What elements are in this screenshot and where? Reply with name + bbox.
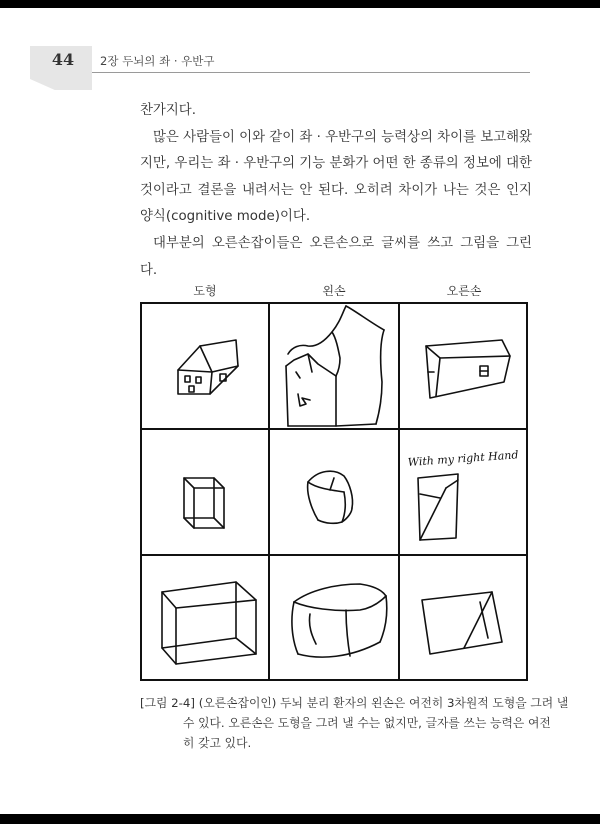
caption-line-1: (오른손잡이인) 두뇌 분리 환자의 왼손은 여전히 3차원적 도형을 그려 낼 xyxy=(198,696,569,710)
left-hand-box-drawing xyxy=(292,584,387,657)
paragraph: 많은 사람들이 이와 같이 좌 · 우반구의 능력상의 차이를 보고해왔지만, 우리는 좌 · 우반구의 기능 분화가 어떤 한 종류의 정보에 대한 것이라고 결론을 내려서는 안 된다. 오히려 차이가 나는 것은 인지 양식(cognitive mode)이다. xyxy=(140,129,532,225)
column-label-shape: 도형 xyxy=(193,284,217,298)
running-title: 2장 두뇌의 좌 · 우반구 xyxy=(100,54,215,68)
caption-line-2: 수 있다. 오른손은 도형을 그려 낼 수는 없지만, 글자를 쓰는 능력은 여전 xyxy=(183,716,551,730)
left-hand-house-drawing xyxy=(286,306,384,426)
header-rule xyxy=(92,72,530,73)
caption-line-3: 히 갖고 있다. xyxy=(183,736,252,750)
cube-model-drawing xyxy=(184,478,224,528)
paragraph: 대부분의 오른손잡이들은 오른손으로 글씨를 쓰고 그림을 그린다. xyxy=(140,235,532,278)
grid-lines xyxy=(141,303,527,680)
right-hand-house-drawing xyxy=(426,340,510,398)
paragraph: 찬가지다. xyxy=(140,103,196,118)
box-model-drawing xyxy=(162,582,256,664)
bottom-border xyxy=(0,814,600,824)
handwriting-text: With my right Hand xyxy=(407,448,519,469)
house-model-drawing xyxy=(178,340,238,394)
body-text xyxy=(140,98,532,284)
right-hand-box-drawing xyxy=(418,474,458,540)
left-hand-cube-drawing xyxy=(308,471,353,523)
figure-caption xyxy=(140,693,569,753)
column-label-left-hand: 왼손 xyxy=(322,284,346,298)
caption-label: [그림 2-4] xyxy=(140,696,196,710)
page-number: 44 xyxy=(51,50,75,69)
top-border xyxy=(0,0,600,8)
column-label-right-hand: 오른손 xyxy=(446,284,482,298)
drawing-grid-figure xyxy=(140,302,530,682)
right-hand-quad-drawing xyxy=(422,592,502,654)
